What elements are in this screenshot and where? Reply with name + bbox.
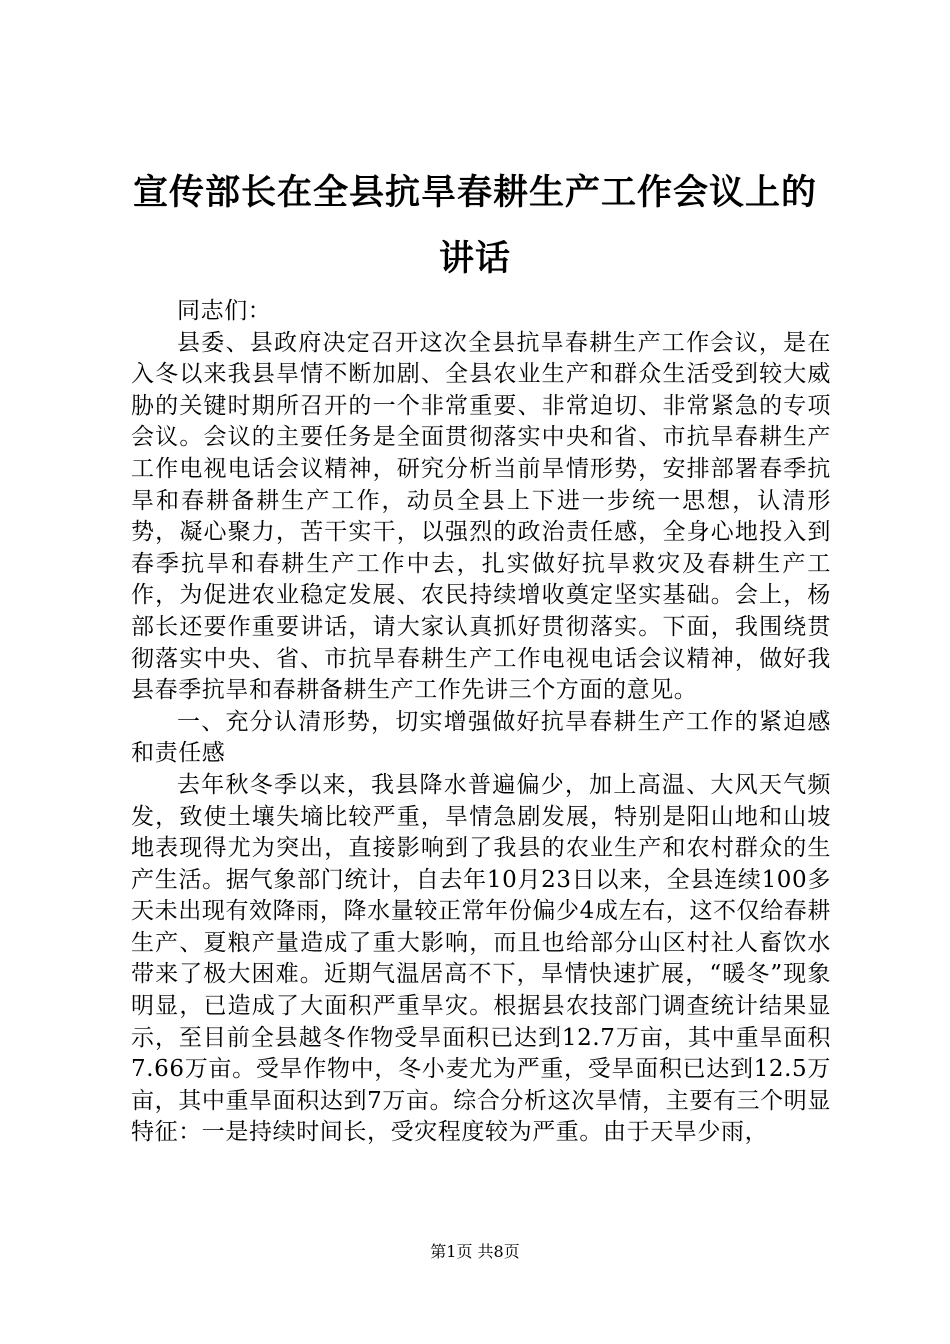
document-body (131, 296, 831, 1149)
page-number-footer: 第1页 共8页 (430, 1242, 520, 1261)
salutation: 同志们： (177, 298, 272, 324)
paragraph-drought-situation: 去年秋冬季以来，我县降水普遍偏少，加上高温、大风天气频发，致使土壤失墒比较严重，旱情急剧发展，特别是阳山地和山坡地表现得尤为突出，直接影响到了我县的农业生产和农村群众的生产生活。据气象部门统计，自去年10月23日以来，全县连续100多天未出现有效降雨，降水量较正常年份偏少4成左右，这不仅给春耕生产、夏粮产量造成了重大影响，而且也给部分山区村社人畜饮水带来了极大困难。近期气温居高不下，旱情快速扩展，“暖冬”现象明显，已造成了大面积严重旱灾。根据县农技部门调查统计结果显示，至目前全县越冬作物受旱面积已达到12.7万亩，其中重旱面积7.66万亩。受旱作物中，冬小麦尤为严重，受旱面积已达到12.5万亩，其中重旱面积达到7万亩。综合分析这次旱情，主要有三个明显特征：一是持续时间长，受灾程度较为严重。由于天旱少雨， (131, 771, 831, 1146)
document-title: 宣传部长在全县抗旱春耕生产工作会议上的讲话 (132, 173, 817, 279)
section-heading-1: 一、充分认清形势，切实增强做好抗旱春耕生产工作的紧迫感和责任感 (131, 708, 831, 767)
paragraph-intro: 县委、县政府决定召开这次全县抗旱春耕生产工作会议，是在入冬以来我县旱情不断加剧、全县农业生产和群众生活受到较大威胁的关键时期所召开的一个非常重要、非常迫切、非常紧急的专项会议。会议的主要任务是全面贯彻落实中央和省、市抗旱春耕生产工作电视电话会议精神，研究分析当前旱情形势，安排部署春季抗旱和春耕备耕生产工作，动员全县上下进一步统一思想，认清形势，凝心聚力，苦干实干，以强烈的政治责任感，全身心地投入到春季抗旱和春耕生产工作中去，扎实做好抗旱救灾及春耕生产工作，为促进农业稳定发展、农民持续增收奠定坚实基础。会上，杨部长还要作重要讲话，请大家认真抓好贯彻落实。下面，我围绕贯彻落实中央、省、市抗旱春耕生产工作电视电话会议精神，做好我县春季抗旱和春耕备耕生产工作先讲三个方面的意见。 (131, 329, 831, 704)
